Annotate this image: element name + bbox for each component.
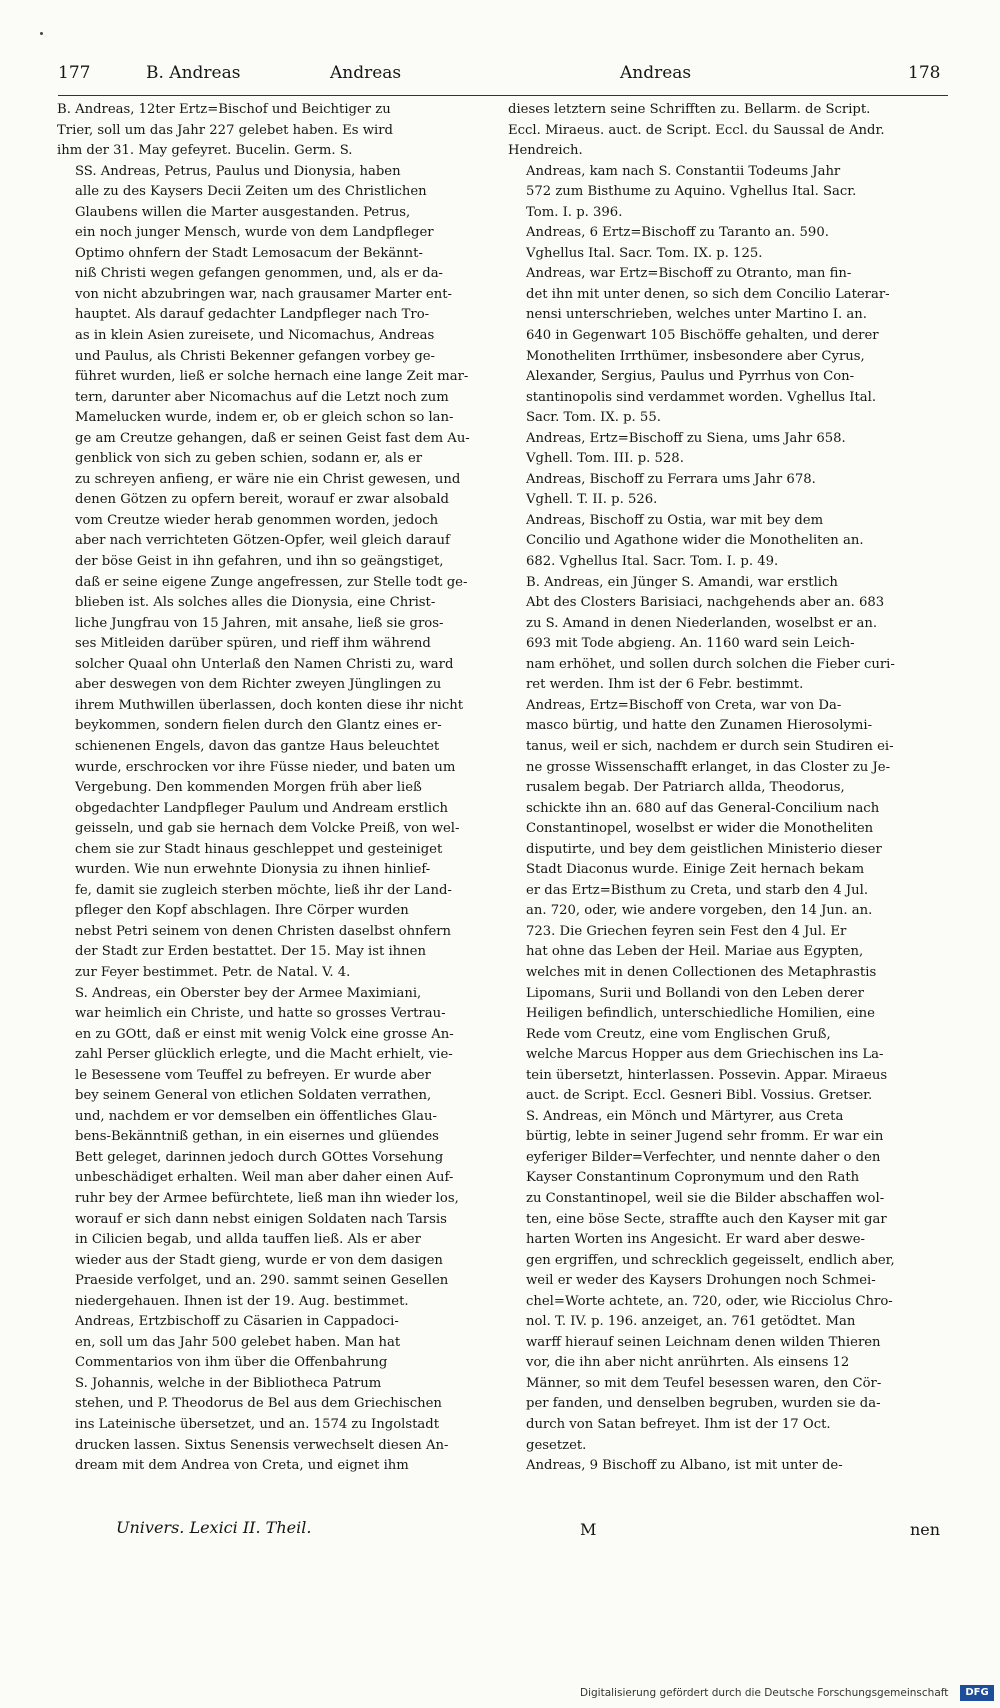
text-line: wieder aus der Stadt gieng, wurde er von dem dasigen <box>75 1252 443 1268</box>
text-line: Stadt Diaconus wurde. Einige Zeit hernach bekam <box>526 862 865 878</box>
text-line: dream mit dem Andrea von Creta, und eignet ihm <box>75 1458 409 1474</box>
text-line: Eccl. Miraeus. auct. de Script. Eccl. du Saussal de Andr. <box>508 122 885 138</box>
text-line: zu S. Amand in denen Niederlanden, woselbst er an. <box>526 615 878 631</box>
text-line: bürtig, lebte in seiner Jugend sehr fromm. Er war ein <box>526 1129 884 1145</box>
text-line: Tom. I. p. 396. <box>526 204 623 220</box>
text-line: beykommen, sondern fielen durch den Glantz eines er- <box>75 718 442 734</box>
text-line: Andreas, Ertz=Bischoff zu Siena, ums Jahr 658. <box>526 430 846 446</box>
text-line: masco bürtig, und hatte den Zunamen Hierosolymi- <box>526 718 873 734</box>
text-line: nensi unterschrieben, welches unter Martino I. an. <box>526 307 867 323</box>
text-line: 640 in Gegenwart 105 Bischöffe gehalten, und derer <box>526 328 879 344</box>
text-line: ihrem Muthwillen überlassen, doch konten diese ihr nicht <box>75 697 464 713</box>
text-line: Sacr. Tom. IX. p. 55. <box>526 410 661 426</box>
text-line: geisseln, und gab sie hernach dem Volcke Preiß, von wel- <box>75 821 460 837</box>
right-column <box>508 100 948 1477</box>
text-line: eyferiger Bilder=Verfechter, und nennte daher o den <box>526 1149 881 1165</box>
running-head-center: Andreas <box>330 63 402 83</box>
text-line: tanus, weil er sich, nachdem er durch sein Studiren ei- <box>526 738 894 754</box>
text-line: zu Constantinopel, weil sie die Bilder abschaffen wol- <box>526 1190 885 1206</box>
text-line: Andreas, Ertz=Bischoff von Creta, war von Da- <box>526 697 842 713</box>
text-line: warff hierauf seinen Leichnam denen wilden Thieren <box>526 1334 881 1350</box>
text-line: Praeside verfolget, und an. 290. sammt seinen Gesellen <box>75 1273 449 1289</box>
text-line: Constantinopel, woselbst er wider die Monotheliten <box>526 821 874 837</box>
text-line: Andreas, Bischoff zu Ostia, war mit bey dem <box>526 512 824 528</box>
paragraph <box>57 162 497 984</box>
text-line: unbeschädiget erhalten. Weil man aber daher einen Auf- <box>75 1170 454 1186</box>
paper-speck <box>40 32 43 35</box>
text-line: auct. de Script. Eccl. Gesneri Bibl. Vossius. Gretser. <box>526 1088 873 1104</box>
paragraph <box>57 1312 497 1476</box>
text-line: vor, die ihn aber nicht anrührten. Als einsens 12 <box>526 1355 850 1371</box>
paragraph <box>57 984 497 1313</box>
text-line: 682. Vghellus Ital. Sacr. Tom. I. p. 49. <box>526 554 779 570</box>
text-line: Andreas, Bischoff zu Ferrara ums Jahr 678. <box>526 471 816 487</box>
text-line: Andreas, 6 Ertz=Bischoff zu Taranto an. 590. <box>526 225 829 241</box>
paragraph <box>57 100 497 162</box>
text-line: niedergehauen. Ihnen ist der 19. Aug. bestimmet. <box>75 1293 409 1309</box>
page-number-right: 178 <box>908 63 941 83</box>
text-line: von nicht abzubringen war, nach grausamer Marter ent- <box>75 286 452 302</box>
text-line: in Cilicien begab, und allda tauffen ließ. Als er aber <box>75 1232 421 1248</box>
text-line: Andreas, war Ertz=Bischoff zu Otranto, man fin- <box>526 266 852 282</box>
text-line: Concilio und Agathone wider die Monotheliten an. <box>526 533 864 549</box>
text-line: S. Johannis, welche in der Bibliotheca Patrum <box>75 1375 382 1391</box>
text-line: wurde, erschrocken vor ihre Füsse nieder, und baten um <box>75 759 456 775</box>
text-line: der Stadt zur Erden bestattet. Der 15. May ist ihnen <box>75 944 426 960</box>
text-line: wurden. Wie nun erwehnte Dionysia zu ihnen hinlief- <box>75 862 431 878</box>
text-line: hauptet. Als darauf gedachter Landpfleger nach Tro- <box>75 307 430 323</box>
text-line: ihm der 31. May gefeyret. Bucelin. Germ. S. <box>57 143 353 159</box>
text-line: ne grosse Wissenschafft erlanget, in das Closter zu Je- <box>526 759 891 775</box>
text-line: Hendreich. <box>508 143 583 159</box>
text-line: führet wurden, ließ er solche hernach eine lange Zeit mar- <box>75 369 469 385</box>
text-line: en, soll um das Jahr 500 gelebet haben. Man hat <box>75 1334 401 1350</box>
text-line: Trier, soll um das Jahr 227 gelebet haben. Es wird <box>57 122 393 138</box>
paragraph <box>508 100 948 162</box>
text-line: schickte ihn an. 680 auf das General-Concilium nach <box>526 800 880 816</box>
text-line: Monotheliten Irrthümer, insbesondere aber Cyrus, <box>526 348 865 364</box>
text-line: nebst Petri seinem von denen Christen daselbst ohnfern <box>75 923 452 939</box>
text-line: fe, damit sie zugleich sterben möchte, ließ ihr der Land- <box>75 882 452 898</box>
left-column <box>57 100 497 1477</box>
text-line: nol. T. IV. p. 196. anzeiget, an. 761 getödtet. Man <box>526 1314 856 1330</box>
text-line: war heimlich ein Christe, und hatte so grosses Vertrau- <box>75 1006 446 1022</box>
text-line: blieben ist. Als solches alles die Dionysia, eine Christ- <box>75 595 436 611</box>
paragraph <box>508 429 948 470</box>
text-line: Vghell. T. II. p. 526. <box>526 492 658 508</box>
paragraph <box>508 223 948 264</box>
text-line: pfleger den Kopf abschlagen. Ihre Cörper wurden <box>75 903 409 919</box>
paragraph <box>508 470 948 511</box>
text-line: genblick von sich zu geben schien, sodann er, als er <box>75 451 423 467</box>
text-line: welche Marcus Hopper aus dem Griechischen ins La- <box>526 1047 884 1063</box>
text-line: B. Andreas, ein Jünger S. Amandi, war erstlich <box>526 574 838 590</box>
text-line: ten, eine böse Secte, straffte auch den Kayser mit gar <box>526 1211 887 1227</box>
text-line: chem sie zur Stadt hinaus geschleppet und gesteiniget <box>75 841 443 857</box>
text-line: zu schreyen anfieng, er wäre nie ein Christ gewesen, und <box>75 471 461 487</box>
text-line: an. 720, oder, wie andere vorgeben, den 14 Jun. an. <box>526 903 873 919</box>
text-line: obgedachter Landpfleger Paulum und Andream erstlich <box>75 800 449 816</box>
text-line: Vergebung. Den kommenden Morgen früh aber ließ <box>75 780 422 796</box>
text-line: hat ohne das Leben der Heil. Mariae aus Egypten, <box>526 944 864 960</box>
text-line: ge am Creutze gehangen, daß er seinen Geist fast dem Au- <box>75 430 470 446</box>
page-number-left: 177 <box>58 63 91 83</box>
digitization-notice: Digitalisierung gefördert durch die Deutsche Forschungsgemeinschaft <box>580 1687 949 1699</box>
text-line: ruhr bey der Armee befürchtete, ließ man ihn wieder los, <box>75 1190 459 1206</box>
text-line: rusalem begab. Der Patriarch allda, Theodorus, <box>526 780 845 796</box>
text-line: und, nachdem er vor demselben ein öffentliches Glau- <box>75 1108 437 1124</box>
text-line: ins Lateinische übersetzet, und an. 1574 zu Ingolstadt <box>75 1417 440 1432</box>
text-line: worauf er sich dann nebst einigen Soldaten nach Tarsis <box>75 1211 447 1227</box>
paragraph <box>508 573 948 696</box>
paragraph <box>508 696 948 1107</box>
text-line: bey seinem General von etlichen Soldaten verrathen, <box>75 1088 432 1104</box>
text-line: Vghell. Tom. III. p. 528. <box>526 451 684 467</box>
text-line: chel=Worte achtete, an. 720, oder, wie Ricciolus Chro- <box>526 1293 893 1309</box>
text-line: Heiligen befindlich, unterschiedliche Homilien, eine <box>526 1006 875 1022</box>
text-line: alle zu des Kaysers Decii Zeiten um des Christlichen <box>75 184 427 200</box>
text-line: Mamelucken wurde, indem er, ob er gleich schon so lan- <box>75 410 454 426</box>
text-line: denen Götzen zu opfern bereit, worauf er zwar alsobald <box>75 492 449 508</box>
text-line: welches mit in denen Collectionen des Metaphrastis <box>526 964 877 980</box>
text-line: nam erhöhet, und sollen durch solchen die Fieber curi- <box>526 656 895 672</box>
text-line: le Besessene vom Teuffel zu befreyen. Er wurde aber <box>75 1067 431 1083</box>
paragraph <box>508 1107 948 1456</box>
text-line: vom Creutze wieder herab genommen worden, jedoch <box>75 512 439 528</box>
text-line: Abt des Closters Barisiaci, nachgehends aber an. 683 <box>526 595 885 611</box>
catchword: nen <box>910 1520 941 1539</box>
text-line: Rede vom Creutz, eine vom Englischen Gruß, <box>526 1026 831 1042</box>
text-line: der böse Geist in ihn gefahren, und ihn so geängstiget, <box>75 554 444 570</box>
text-line: niß Christi wegen gefangen genommen, und, als er da- <box>75 266 444 282</box>
text-line: harten Worten ins Angesicht. Er ward aber deswe- <box>526 1232 865 1248</box>
text-line: stehen, und P. Theodorus de Bel aus dem Griechischen <box>75 1396 442 1412</box>
text-line: und Paulus, als Christi Bekenner gefangen vorbey ge- <box>75 348 436 364</box>
dfg-logo: DFG <box>960 1685 994 1701</box>
text-line: S. Andreas, ein Mönch und Märtyrer, aus Creta <box>526 1108 844 1124</box>
text-line: Kayser Constantinum Copronymum und den Rath <box>526 1170 860 1186</box>
running-head-right: Andreas <box>620 63 692 83</box>
text-line: daß er seine eigene Zunge angefressen, zur Stelle todt ge- <box>75 574 468 590</box>
text-line: gen ergriffen, und schrecklich gegeisselt, endlich aber, <box>526 1252 895 1268</box>
page-footer <box>58 1518 948 1542</box>
text-line: 572 zum Bisthume zu Aquino. Vghellus Ital. Sacr. <box>526 184 857 200</box>
text-line: Alexander, Sergius, Paulus und Pyrrhus von Con- <box>526 369 855 385</box>
text-line: solcher Quaal ohn Unterlaß den Namen Christi zu, ward <box>75 656 454 672</box>
text-line: S. Andreas, ein Oberster bey der Armee Maximiani, <box>75 985 422 1001</box>
text-line: Männer, so mit dem Teufel besessen waren, den Cör- <box>526 1375 882 1391</box>
text-line: gesetzet. <box>526 1437 587 1453</box>
text-line: ret werden. Ihm ist der 6 Febr. bestimmt. <box>526 677 804 693</box>
text-line: SS. Andreas, Petrus, Paulus und Dionysia, haben <box>75 163 401 179</box>
text-line: Andreas, 9 Bischoff zu Albano, ist mit unter de- <box>526 1458 843 1474</box>
text-line: er das Ertz=Bisthum zu Creta, und starb den 4 Jul. <box>526 882 869 898</box>
text-line: zur Feyer bestimmet. Petr. de Natal. V. 4. <box>75 964 351 980</box>
text-line: Glaubens willen die Marter ausgestanden. Petrus, <box>75 204 411 220</box>
header-rule <box>58 95 948 96</box>
paragraph <box>508 1456 948 1477</box>
text-line: aber deswegen von dem Richter zweyen Jünglingen zu <box>75 677 442 693</box>
paragraph <box>508 162 948 224</box>
text-line: ein noch junger Mensch, wurde von dem Landpfleger <box>75 225 434 241</box>
text-line: Commentarios von ihm über die Offenbahrung <box>75 1355 388 1371</box>
text-line: as in klein Asien zureisete, und Nicomachus, Andreas <box>75 328 435 344</box>
text-line: disputirte, und bey dem geistlichen Ministerio dieser <box>526 841 882 857</box>
text-line: durch von Satan befreyet. Ihm ist der 17 Oct. <box>526 1417 831 1432</box>
page-header <box>58 63 948 95</box>
text-line: dieses letztern seine Schrifften zu. Bellarm. de Script. <box>508 102 871 117</box>
text-line: ses Mitleiden darüber spüren, und rieff ihm während <box>75 636 431 652</box>
text-line: Optimo ohnfern der Stadt Lemosacum der Bekännt- <box>75 245 423 261</box>
text-line: en zu GOtt, daß er einst mit wenig Volck eine grosse An- <box>75 1026 454 1042</box>
paragraph <box>508 511 948 573</box>
text-line: bens-Bekänntniß gethan, in ein eisernes und glüendes <box>75 1129 439 1145</box>
signature-mark: Univers. Lexici II. Theil. <box>116 1518 312 1537</box>
text-line: aber nach verrichteten Götzen-Opfer, weil gleich darauf <box>75 533 450 549</box>
text-line: stantinopolis sind verdammet worden. Vghellus Ital. <box>526 389 877 405</box>
text-line: Andreas, kam nach S. Constantii Todeums Jahr <box>526 163 841 179</box>
text-line: drucken lassen. Sixtus Senensis verwechselt diesen An- <box>75 1437 449 1453</box>
running-head-left: B. Andreas <box>146 63 241 83</box>
text-line: Andreas, Ertzbischoff zu Cäsarien in Cappadoci- <box>75 1314 399 1330</box>
text-line: per fanden, und denselben begruben, wurden sie da- <box>526 1396 881 1412</box>
text-line: weil er weder des Kaysers Drohungen noch Schmei- <box>526 1273 876 1289</box>
text-line: Vghellus Ital. Sacr. Tom. IX. p. 125. <box>526 245 763 261</box>
text-line: tein übersetzt, hinterlassen. Possevin. Appar. Miraeus <box>526 1067 888 1083</box>
text-line: zahl Perser glücklich erlegte, und die Macht erhielt, vie- <box>75 1047 453 1063</box>
text-line: schienenen Engels, davon das gantze Haus beleuchtet <box>75 738 440 754</box>
text-line: B. Andreas, 12ter Ertz=Bischof und Beichtiger zu <box>57 102 391 117</box>
paragraph <box>508 264 948 428</box>
text-line: 693 mit Tode abgieng. An. 1160 ward sein Leich- <box>526 636 855 652</box>
text-line: liche Jungfrau von 15 Jahren, mit ansahe, ließ sie gros- <box>75 615 444 631</box>
text-line: det ihn mit unter denen, so sich dem Concilio Laterar- <box>526 286 890 302</box>
text-line: Bett geleget, darinnen jedoch durch GOttes Vorsehung <box>75 1149 444 1165</box>
text-line: Lipomans, Surii und Bollandi von den Leben derer <box>526 985 864 1001</box>
text-line: 723. Die Griechen feyren sein Fest den 4 Jul. Er <box>526 923 847 939</box>
signature-letter: M <box>580 1520 597 1539</box>
text-line: tern, darunter aber Nicomachus auf die Letzt noch zum <box>75 389 449 405</box>
